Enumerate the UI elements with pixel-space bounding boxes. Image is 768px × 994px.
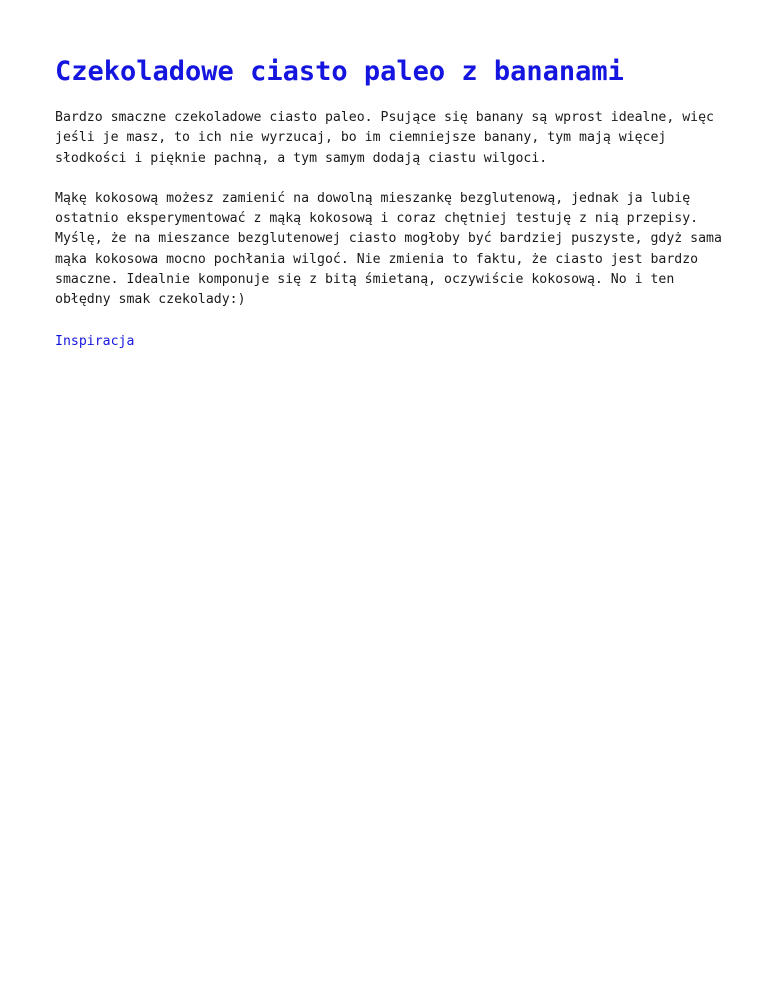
inspiration-link[interactable]: Inspiracja bbox=[55, 333, 135, 349]
article bbox=[55, 50, 723, 352]
flour-note-paragraph: Mąkę kokosową możesz zamienić na dowolną mieszankę bezglutenową, jednak ja lubię ostatnio eksperymentować z mąką kokosową i coraz chętniej testuję z nią przepisy. Myślę, że na mieszance bezglutenowej ciasto mogłoby być bardziej puszyste, gdyż sama mąka kokosowa mocno pochłania wilgoć. Nie zmienia to faktu, że ciasto jest bardzo smaczne. Idealnie komponuje się z bitą śmietaną, oczywiście kokosową. No i ten obłędny smak czekolady:) bbox=[55, 190, 722, 308]
page-title: Czekoladowe ciasto paleo z bananami bbox=[55, 56, 624, 87]
intro-paragraph: Bardzo smaczne czekoladowe ciasto paleo. Psujące się banany są wprost idealne, więc jeśli je masz, to ich nie wyrzucaj, bo im ciemniejsze banany, tym mają więcej słodkości i pięknie pachną, a tym samym dodają ciastu wilgoci. bbox=[55, 110, 714, 166]
